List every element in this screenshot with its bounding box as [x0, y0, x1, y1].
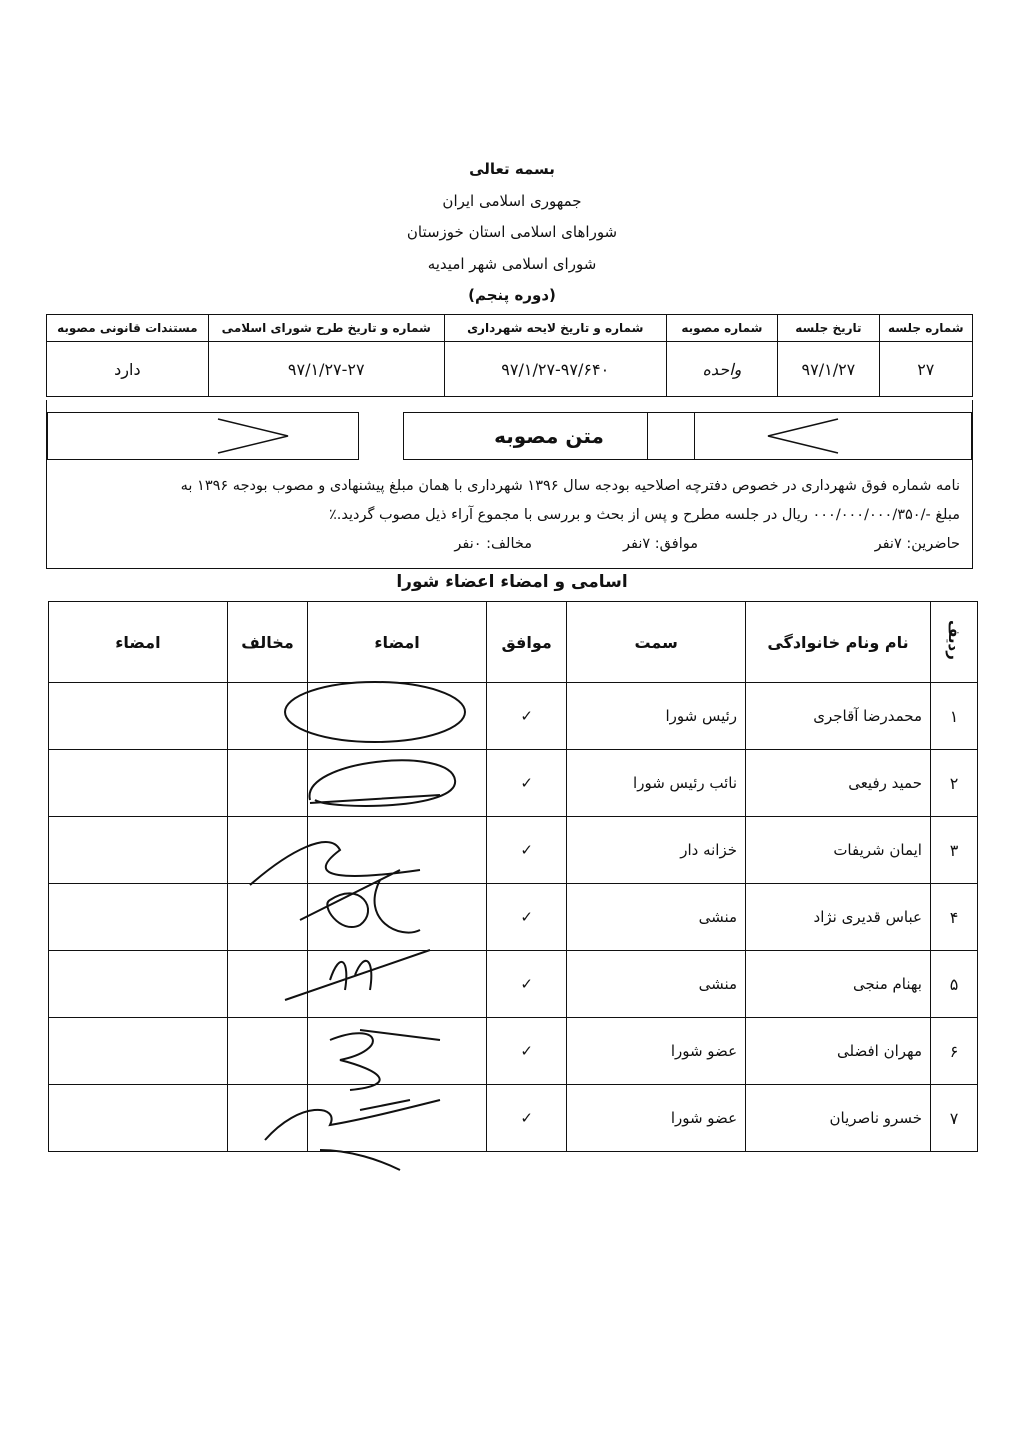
meta-value-resolution-no: واحده — [666, 342, 777, 397]
row-no: ۱ — [930, 683, 977, 750]
signature-cell — [308, 750, 487, 817]
resolution-box — [46, 400, 973, 569]
meta-header-session-no: شماره جلسه — [879, 315, 972, 342]
meta-value-row — [47, 342, 973, 397]
signature-cell — [308, 1085, 487, 1152]
signature-cell — [308, 683, 487, 750]
row-no: ۵ — [930, 951, 977, 1018]
table-row — [49, 683, 978, 750]
row-no: ۳ — [930, 817, 977, 884]
oppose-cell — [227, 817, 307, 884]
meta-header-plan: شماره و تاریخ طرح شورای اسلامی — [208, 315, 444, 342]
vote-present: حاضرین: ۷نفر — [874, 536, 960, 552]
oppose-cell — [227, 1085, 307, 1152]
header-row-no — [930, 602, 977, 683]
oppose-cell — [227, 884, 307, 951]
decorative-arrow-right — [647, 412, 972, 460]
meta-value-session-date: ۹۷/۱/۲۷ — [778, 342, 879, 397]
arrow-right-icon — [648, 413, 971, 459]
oppose-cell — [227, 750, 307, 817]
header-role: سمت — [567, 602, 746, 683]
header-name: نام ونام خانوادگی — [746, 602, 931, 683]
agree-mark: ✓ — [486, 1018, 566, 1085]
table-row — [49, 1018, 978, 1085]
members-header-row — [49, 602, 978, 683]
meta-header-bill: شماره و تاریخ لایحه شهرداری — [444, 315, 666, 342]
meta-header-resolution-no: شماره مصوبه — [666, 315, 777, 342]
row-no: ۶ — [930, 1018, 977, 1085]
member-name: مهران افضلی — [746, 1018, 931, 1085]
header-oppose: مخالف — [227, 602, 307, 683]
meta-header-legal-docs: مستندات قانونی مصوبه — [47, 315, 209, 342]
signature-cell — [308, 817, 487, 884]
table-row — [49, 951, 978, 1018]
member-role: منشی — [567, 884, 746, 951]
meta-value-legal-docs: دارد — [47, 342, 209, 397]
meta-value-bill: ۹۷/۱/۲۷-۹۷/۶۴۰ — [444, 342, 666, 397]
header-agree: موافق — [486, 602, 566, 683]
member-name: محمدرضا آقاجری — [746, 683, 931, 750]
header-bismillah: بسمه تعالی — [469, 160, 555, 178]
header-republic: جمهوری اسلامی ایران — [442, 192, 582, 210]
agree-mark: ✓ — [486, 750, 566, 817]
member-name: خسرو ناصریان — [746, 1085, 931, 1152]
header-city-council: شورای اسلامی شهر امیدیه — [427, 255, 597, 273]
decorative-arrow-left — [47, 412, 359, 460]
member-name: حمید رفیعی — [746, 750, 931, 817]
agree-mark: ✓ — [486, 884, 566, 951]
resolution-text-line2: مبلغ -/۰۰۰/۰۰۰/۰۰۰/۳۵۰ ریال در جلسه مطرح و پس از بحث و بررسی با مجموع آراء ذیل مصوب گردید.٪ — [328, 507, 960, 523]
member-role: عضو شورا — [567, 1018, 746, 1085]
row-no: ۷ — [930, 1085, 977, 1152]
header-signature-oppose: امضاء — [49, 602, 228, 683]
signature-cell — [308, 884, 487, 951]
oppose-signature-cell — [49, 750, 228, 817]
meta-header-row — [47, 315, 973, 342]
header-province-council: شوراهای اسلامی استان خوزستان — [406, 223, 618, 241]
member-name: عباس قدیری نژاد — [746, 884, 931, 951]
agree-mark: ✓ — [486, 1085, 566, 1152]
oppose-cell — [227, 1018, 307, 1085]
header-term: (دوره پنجم) — [468, 286, 556, 304]
member-role: عضو شورا — [567, 1085, 746, 1152]
signature-cell — [308, 951, 487, 1018]
resolution-title: متن مصوبه — [403, 412, 695, 460]
signature-cell — [308, 1018, 487, 1085]
header-signature: امضاء — [308, 602, 487, 683]
agree-mark: ✓ — [486, 683, 566, 750]
oppose-signature-cell — [49, 884, 228, 951]
oppose-cell — [227, 683, 307, 750]
members-table — [48, 601, 978, 1152]
arrow-left-icon — [48, 413, 358, 459]
members-title: اسامی و امضاء اعضاء شورا — [396, 572, 628, 592]
agree-mark: ✓ — [486, 951, 566, 1018]
member-role: نائب رئیس شورا — [567, 750, 746, 817]
meta-header-session-date: تاریخ جلسه — [778, 315, 879, 342]
table-row — [49, 817, 978, 884]
vote-oppose: مخالف: ۰نفر — [454, 536, 532, 552]
member-role: رئیس شورا — [567, 683, 746, 750]
agree-mark: ✓ — [486, 817, 566, 884]
member-name: ایمان شریفات — [746, 817, 931, 884]
oppose-signature-cell — [49, 951, 228, 1018]
member-role: منشی — [567, 951, 746, 1018]
oppose-signature-cell — [49, 817, 228, 884]
meta-table — [46, 314, 973, 397]
table-row — [49, 884, 978, 951]
row-no: ۴ — [930, 884, 977, 951]
row-no: ۲ — [930, 750, 977, 817]
meta-value-plan: ۹۷/۱/۲۷-۲۷ — [208, 342, 444, 397]
oppose-cell — [227, 951, 307, 1018]
table-row — [49, 750, 978, 817]
table-row — [49, 1085, 978, 1152]
resolution-text-line1: نامه شماره فوق شهرداری در خصوص دفترچه اصلاحیه بودجه سال ۱۳۹۶ شهرداری با همان مبلغ پیشنهادی و مصوب بودجه ۱۳۹۶ به — [180, 478, 960, 494]
meta-value-session-no: ۲۷ — [879, 342, 972, 397]
oppose-signature-cell — [49, 1018, 228, 1085]
header-row-no-label: ردیف — [944, 620, 963, 660]
member-role: خزانه دار — [567, 817, 746, 884]
member-name: بهنام منجی — [746, 951, 931, 1018]
oppose-signature-cell — [49, 683, 228, 750]
vote-agree: موافق: ۷نفر — [623, 536, 698, 552]
oppose-signature-cell — [49, 1085, 228, 1152]
